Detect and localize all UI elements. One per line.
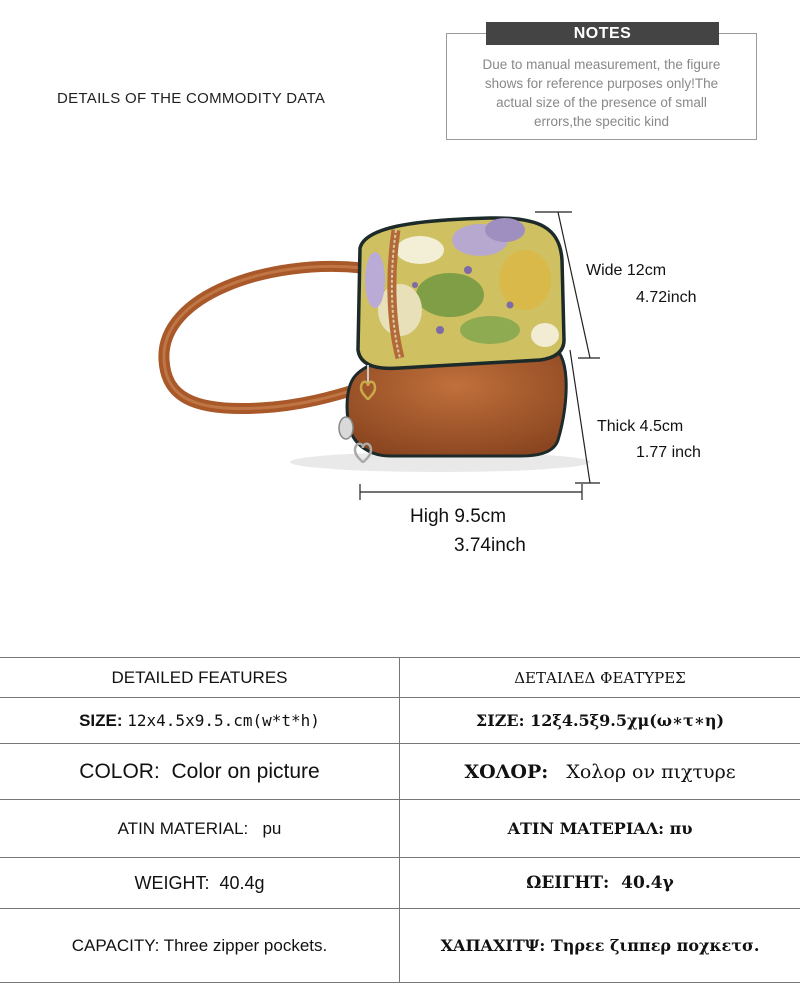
size-value: 12x4.5x9.5.cm(w*t*h) (127, 710, 320, 730)
table-row (0, 800, 800, 858)
notes-line: Due to manual measurement, the figure (482, 57, 721, 72)
table-header-gr: ΔΕΤΑΙΛΕΔ ΦΕΑΤΥΡΕΣ (400, 658, 800, 698)
thick-dimension-inch: 1.77 inch (636, 444, 701, 461)
table-header-en: DETAILED FEATURES (0, 658, 400, 698)
table-row (0, 698, 800, 744)
material-cell-en (0, 800, 400, 858)
table-row (0, 858, 800, 909)
page-heading: DETAILS OF THE COMMODITY DATA (57, 90, 326, 107)
notes-title: NOTES (486, 22, 719, 45)
wide-dimension-inch: 4.72inch (636, 289, 697, 306)
notes-line: errors,the specitic kind (533, 114, 670, 129)
thick-dimension-label: Thick 4.5cm (597, 418, 684, 435)
table-header-row (0, 658, 800, 698)
weight-key-gr: ΩΕΙΓΗΤ: (526, 873, 610, 893)
weight-cell-gr (400, 858, 800, 909)
capacity-cell-en (0, 909, 400, 983)
color-value: Color on picture (171, 759, 320, 783)
high-dimension-inch: 3.74inch (454, 535, 526, 556)
bag-handle (164, 266, 362, 408)
table-row (0, 909, 800, 983)
color-cell-en (0, 744, 400, 800)
capacity-value: Three zipper pockets. (163, 935, 328, 955)
capacity-cell-gr: ΧΑΠΑΧΙΤΨ: Τηρεε ζιππερ ποχκετσ. (400, 909, 800, 983)
color-cell-gr (400, 744, 800, 800)
color-value-gr: Χολορ ον πιχτυρε (566, 760, 736, 783)
capacity-key: CAPACITY: (71, 935, 160, 955)
size-cell-gr: ΣΙΖΕ: 12ξ4.5ξ9.5χμ(ω∗τ∗η) (400, 698, 800, 744)
high-dimension-label: High 9.5cm (410, 506, 507, 527)
features-table (0, 657, 800, 983)
wide-dimension-label: Wide 12cm (586, 262, 667, 279)
weight-value: 40.4g (219, 872, 265, 893)
color-key: COLOR: (79, 759, 160, 783)
weight-key: WEIGHT: (134, 872, 210, 893)
weight-value-gr: 40.4γ (621, 873, 674, 893)
color-key-gr: ΧΟΛΟΡ: (464, 760, 549, 783)
material-value: pu (262, 818, 282, 838)
table-row (0, 744, 800, 800)
size-cell-en (0, 698, 400, 744)
weight-cell-en (0, 858, 400, 909)
notes-text (450, 55, 753, 131)
notes-line: shows for reference purposes only!The (484, 76, 719, 91)
notes-line: actual size of the presence of small (496, 95, 707, 110)
size-key: SIZE: (79, 710, 123, 730)
product-photo (150, 200, 600, 520)
material-cell-gr: ΑΤΙΝ ΜΑΤΕΡΙΑΛ: πυ (400, 800, 800, 858)
material-key: ATIN MATERIAL: (117, 818, 249, 838)
